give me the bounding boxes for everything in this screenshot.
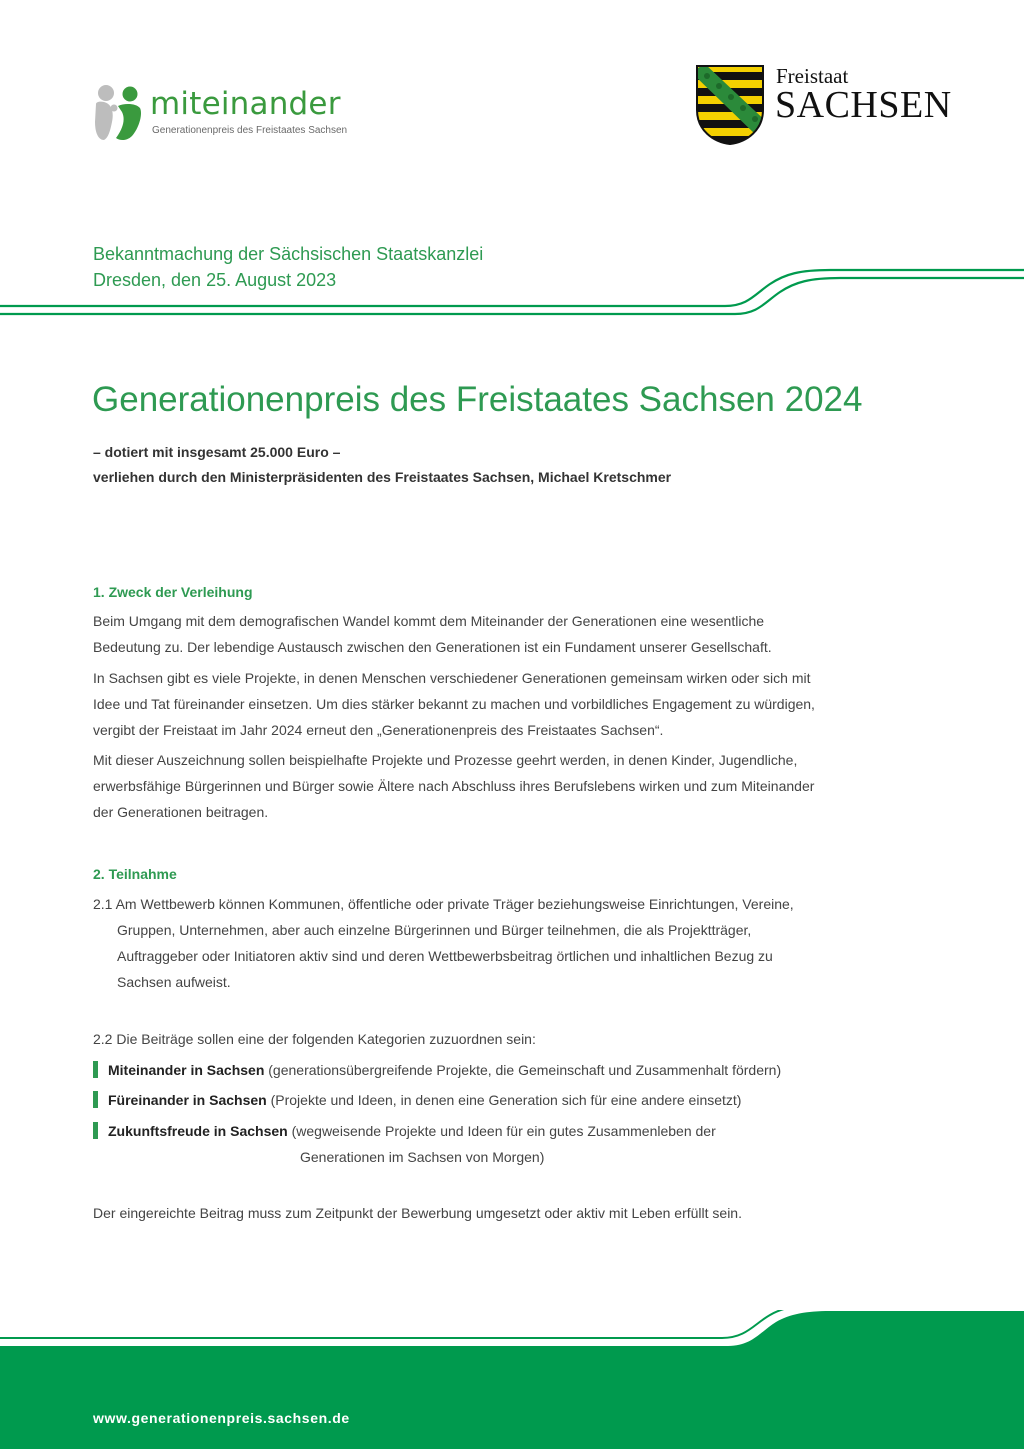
category-item	[93, 1061, 781, 1078]
footer-website-link[interactable]: www.generationenpreis.sachsen.de	[93, 1410, 350, 1426]
section-1-paragraph-3	[93, 747, 814, 825]
text-line: Gruppen, Unternehmen, aber auch einzelne Bürgerinnen und Bürger teilnehmen, die als Projektträger,	[117, 922, 752, 938]
text-line: der Generationen beitragen.	[93, 804, 269, 820]
text-line: Auftraggeber oder Initiatoren aktiv sind und deren Wettbewerbsbeitrag örtlichen und inhaltlichen Bezug zu	[117, 948, 773, 964]
logo-subtitle: Generationenpreis des Freistaates Sachsen	[152, 125, 348, 136]
category-item	[93, 1091, 741, 1108]
section-2-2-intro: 2.2 Die Beiträge sollen eine der folgenden Kategorien zuzuordnen sein:	[93, 1031, 536, 1047]
freistaat-sachsen-logo	[695, 64, 965, 146]
category-bullet	[93, 1122, 98, 1139]
category-description: (wegweisende Projekte und Ideen für ein gutes Zusammenleben der	[287, 1123, 716, 1139]
text-line: Idee und Tat füreinander einsetzen. Um dies stärker bekannt zu machen und vorbildliches Engagement zu würdigen,	[93, 696, 815, 712]
header-divider-lines	[0, 262, 1024, 322]
section-1-paragraph-1	[93, 608, 772, 660]
announcement-line-1: Bekanntmachung der Sächsischen Staatskanzlei	[93, 244, 484, 264]
closing-sentence: Der eingereichte Beitrag muss zum Zeitpunkt der Bewerbung umgesetzt oder aktiv mit Leben erfüllt sein.	[93, 1205, 742, 1221]
text-line: Bedeutung zu. Der lebendige Austausch zwischen den Generationen ist ein Fundament unserer Gesellschaft.	[93, 639, 772, 655]
section-2-1-paragraph	[93, 891, 794, 995]
section-1-paragraph-2	[93, 665, 815, 743]
category-name: Zukunftsfreude in Sachsen	[108, 1123, 288, 1139]
logo-line-sachsen: SACHSEN	[775, 84, 952, 126]
category-item	[93, 1122, 716, 1139]
section-2-heading: 2. Teilnahme	[93, 866, 177, 882]
people-logo-icon	[92, 84, 148, 144]
category-bullet	[93, 1091, 98, 1108]
page-title: Generationenpreis des Freistaates Sachsen 2024	[92, 380, 863, 419]
category-name: Füreinander in Sachsen	[108, 1092, 267, 1108]
category-description-continued: Generationen im Sachsen von Morgen)	[300, 1149, 545, 1165]
category-description: (Projekte und Ideen, in denen eine Generation sich für eine andere einsetzt)	[266, 1092, 742, 1108]
text-line: 2.1 Am Wettbewerb können Kommunen, öffentliche oder private Träger beziehungsweise Einrichtungen, Vereine,	[93, 896, 794, 912]
section-1-heading: 1. Zweck der Verleihung	[93, 584, 253, 600]
announcement-line-2: Dresden, den 25. August 2023	[93, 270, 337, 290]
text-line: Sachsen aufweist.	[117, 974, 231, 990]
subtitle-prize-amount: – dotiert mit insgesamt 25.000 Euro –	[93, 444, 341, 460]
text-line: In Sachsen gibt es viele Projekte, in denen Menschen verschiedener Generationen gemeinsam wirken oder sich mit	[93, 670, 811, 686]
category-bullet	[93, 1061, 98, 1078]
text-line: Beim Umgang mit dem demografischen Wandel kommt dem Miteinander der Generationen eine wesentliche	[93, 613, 765, 629]
footer-band	[0, 1310, 1024, 1449]
miteinander-logo	[92, 84, 372, 144]
coat-of-arms-icon	[695, 64, 765, 146]
logo-line-freistaat: Freistaat	[776, 64, 849, 88]
text-line: Mit dieser Auszeichnung sollen beispielhafte Projekte und Prozesse geehrt werden, in denen Kinder, Jugendliche,	[93, 752, 798, 768]
category-description: (generationsübergreifende Projekte, die Gemeinschaft und Zusammenhalt fördern)	[264, 1062, 782, 1078]
text-line: erwerbsfähige Bürgerinnen und Bürger sowie Ältere nach Abschluss ihres Berufslebens wirken und zum Miteinander	[93, 778, 815, 794]
logo-wordmark: miteinander	[150, 86, 341, 122]
text-line: vergibt der Freistaat im Jahr 2024 erneut den „Generationenpreis des Freistaates Sachsen“.	[93, 722, 664, 738]
subtitle-awarded-by: verliehen durch den Ministerpräsidenten des Freistaates Sachsen, Michael Kretschmer	[93, 469, 672, 485]
category-name: Miteinander in Sachsen	[108, 1062, 265, 1078]
